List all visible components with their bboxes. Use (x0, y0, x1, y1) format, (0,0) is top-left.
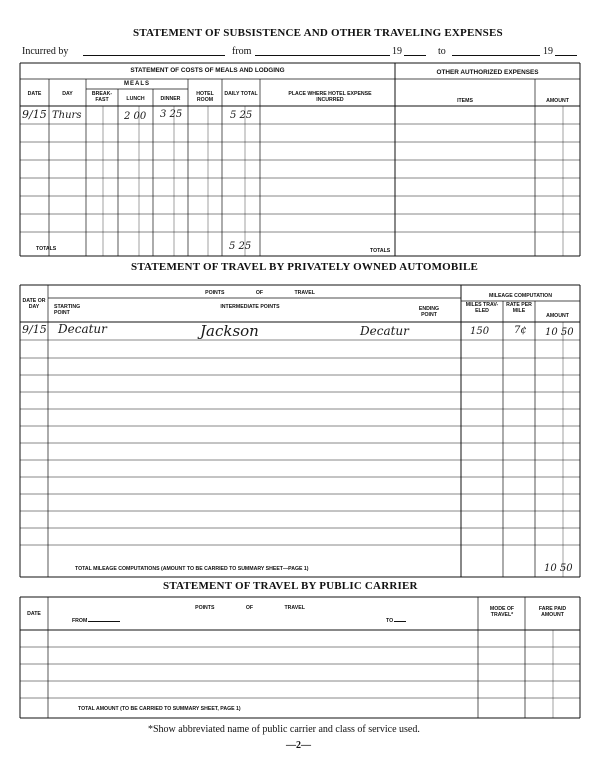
auto-total-value[interactable]: 10 50 (544, 563, 573, 574)
auto-row-date[interactable]: 9/15 (22, 323, 47, 336)
col-ending-point: ENDING POINT (418, 306, 440, 318)
auto-row-starting[interactable]: Decatur (58, 322, 107, 336)
col-carrier-from (72, 618, 120, 624)
col-dinner: DINNER (160, 96, 181, 102)
form-title: STATEMENT OF SUBSISTENCE AND OTHER TRAVELING EXPENSES (133, 27, 503, 39)
meal-row-lunch[interactable]: 2 00 (124, 111, 147, 122)
auto-row-ending[interactable]: Decatur (360, 324, 409, 338)
col-carrier-points: POINTS OF TRAVEL (195, 605, 305, 611)
col-starting-point: STARTING POINT (54, 304, 81, 316)
meals-totals-label: TOTALS (36, 246, 57, 252)
col-miles-traveled: MILES TRAV-ELED (465, 302, 499, 314)
carrier-to-label: TO (386, 618, 394, 624)
col-rate-per-mile: RATE PER MILE (506, 302, 532, 314)
auto-row-rate[interactable]: 7¢ (514, 325, 527, 336)
footnote: *Show abbreviated name of public carrier and class of service used. (148, 724, 420, 735)
meal-row-dinner[interactable]: 3 25 (160, 109, 183, 120)
col-auto-amount: AMOUNT (546, 313, 569, 319)
incurred-by-label: Incurred by (22, 46, 69, 57)
col-points-of-travel: POINTS OF TRAVEL (205, 290, 315, 296)
col-breakfast: BREAK-FAST (91, 91, 113, 103)
col-mileage-computation: MILEAGE COMPUTATION (489, 293, 552, 299)
auto-row-miles[interactable]: 150 (470, 326, 490, 337)
meal-row-day[interactable]: Thurs (52, 110, 82, 121)
from-label: from (232, 46, 252, 57)
auto-row-intermediate[interactable]: Jackson (200, 322, 259, 340)
auto-section-header: STATEMENT OF TRAVEL BY PRIVATELY OWNED AUTOMOBILE (131, 261, 479, 273)
col-carrier-date: DATE (27, 611, 41, 617)
col-intermediate-points: INTERMEDIATE POINTS (220, 304, 280, 310)
col-date: DATE (27, 91, 42, 97)
col-items: ITEMS (457, 98, 473, 104)
col-meals: MEALS (124, 81, 150, 87)
col-carrier-to (386, 618, 406, 624)
auto-row-amount[interactable]: 10 50 (545, 327, 574, 338)
meal-row-daily-total[interactable]: 5 25 (230, 110, 253, 121)
year-from-prefix: 19 (392, 46, 402, 57)
col-day: DAY (62, 91, 73, 97)
meals-totals-value[interactable]: 5 25 (229, 241, 252, 252)
to-label: to (438, 46, 446, 57)
meal-row-date[interactable]: 9/15 (22, 108, 47, 121)
carrier-from-label: FROM (72, 618, 88, 624)
col-mode-of-travel: MODE OF TRAVEL* (489, 606, 515, 618)
col-place: PLACE WHERE HOTEL EXPENSE INCURRED (288, 91, 372, 103)
carrier-section-header: STATEMENT OF TRAVEL BY PUBLIC CARRIER (163, 580, 418, 592)
other-expenses-header: OTHER AUTHORIZED EXPENSES (436, 69, 539, 76)
other-totals-label: TOTALS (370, 248, 391, 254)
col-date-or-day: DATE OR DAY (22, 298, 46, 310)
col-hotel-room: HOTEL ROOM (196, 91, 214, 103)
col-lunch: LUNCH (126, 96, 145, 102)
carrier-total-label: TOTAL AMOUNT (TO BE CARRIED TO SUMMARY SHEET, PAGE 1) (78, 706, 241, 712)
auto-total-label: TOTAL MILEAGE COMPUTATIONS (AMOUNT TO BE CARRIED TO SUMMARY SHEET—PAGE 1) (75, 566, 309, 572)
col-fare-paid-amount: FARE PAID AMOUNT (538, 606, 567, 618)
meals-section-header: STATEMENT OF COSTS OF MEALS AND LODGING (130, 67, 285, 74)
col-daily-total: DAILY TOTAL (224, 91, 258, 97)
col-amount: AMOUNT (546, 98, 569, 104)
page-number: —2— (286, 740, 311, 751)
year-to-prefix: 19 (543, 46, 553, 57)
